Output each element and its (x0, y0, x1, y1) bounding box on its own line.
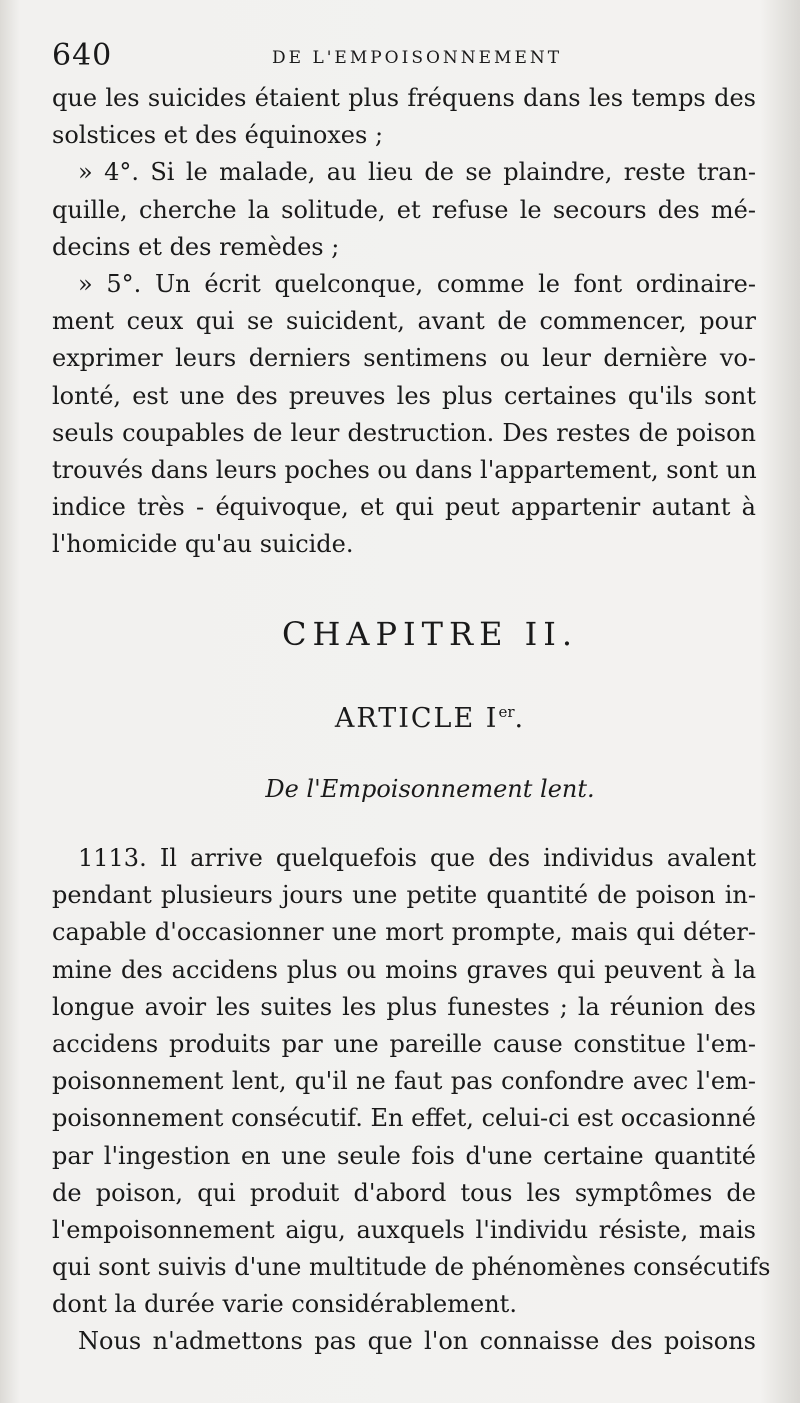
text-line: dont la durée varie considérablement. (52, 1290, 517, 1319)
running-title: DE L'EMPOISONNEMENT (272, 48, 563, 68)
article-label: ARTICLE I (334, 703, 499, 734)
text-line: decins et des remèdes ; (52, 232, 340, 261)
text-line: qui sont suivis d'une multitude de phénomènes consécutifs (52, 1253, 771, 1282)
text-line: par l'ingestion en une seule fois d'une certaine quantité (52, 1141, 756, 1170)
article-suffix: er (498, 703, 515, 721)
text-line: l'homicide qu'au suicide. (52, 530, 354, 559)
text-line: mine des accidens plus ou moins graves qui peuvent à la (52, 955, 756, 984)
text-line: que les suicides étaient plus fréquens dans les temps des (52, 84, 756, 112)
article-heading (0, 703, 800, 734)
text-line: » 5°. Un écrit quelconque, comme le font ordinaire- (78, 269, 756, 298)
page-number: 640 (52, 38, 113, 73)
text-line: Nous n'admettons pas que l'on connaisse des poisons (78, 1327, 756, 1356)
text-line: l'empoisonnement aigu, auxquels l'individu résiste, mais (52, 1215, 756, 1244)
text-block-1 (52, 80, 756, 563)
text-line: seuls coupables de leur destruction. Des restes de poison (52, 418, 756, 447)
text-line: indice très - équivoque, et qui peut appartenir autant à (52, 493, 756, 522)
text-line: 1113. Il arrive quelquefois que des individus avalent (78, 844, 756, 872)
page-header (52, 38, 760, 78)
text-line: exprimer leurs derniers sentimens ou leur dernière vo- (52, 344, 756, 373)
text-line: de poison, qui produit d'abord tous les symptômes de (52, 1178, 756, 1207)
text-line: accidens produits par une pareille cause constitue l'em- (52, 1029, 756, 1058)
text-line: solstices et des équinoxes ; (52, 121, 384, 150)
text-line: capable d'occasionner une mort prompte, mais qui déter- (52, 918, 756, 947)
text-line: poisonnement lent, qu'il ne faut pas confondre avec l'em- (52, 1067, 756, 1096)
text-line: lonté, est une des preuves les plus certaines qu'ils sont (52, 381, 756, 410)
text-line: quille, cherche la solitude, et refuse le secours des mé- (52, 195, 756, 224)
text-block-2 (52, 840, 771, 1361)
chapter-heading: CHAPITRE II. (281, 615, 579, 653)
text-line: pendant plusieurs jours une petite quantité de poison in- (52, 881, 756, 910)
text-line: ment ceux qui se suicident, avant de commencer, pour (52, 307, 756, 336)
text-line: longue avoir les suites les plus funestes ; la réunion des (52, 992, 756, 1021)
text-line: trouvés dans leurs poches ou dans l'appartement, sont un (52, 455, 757, 484)
text-line: » 4°. Si le malade, au lieu de se plaindre, reste tran- (78, 158, 756, 187)
text-line: poisonnement consécutif. En effet, celui-ci est occasionné (52, 1104, 756, 1133)
section-subtitle: De l'Empoisonnement lent. (265, 775, 595, 803)
article-end: . (514, 703, 526, 734)
